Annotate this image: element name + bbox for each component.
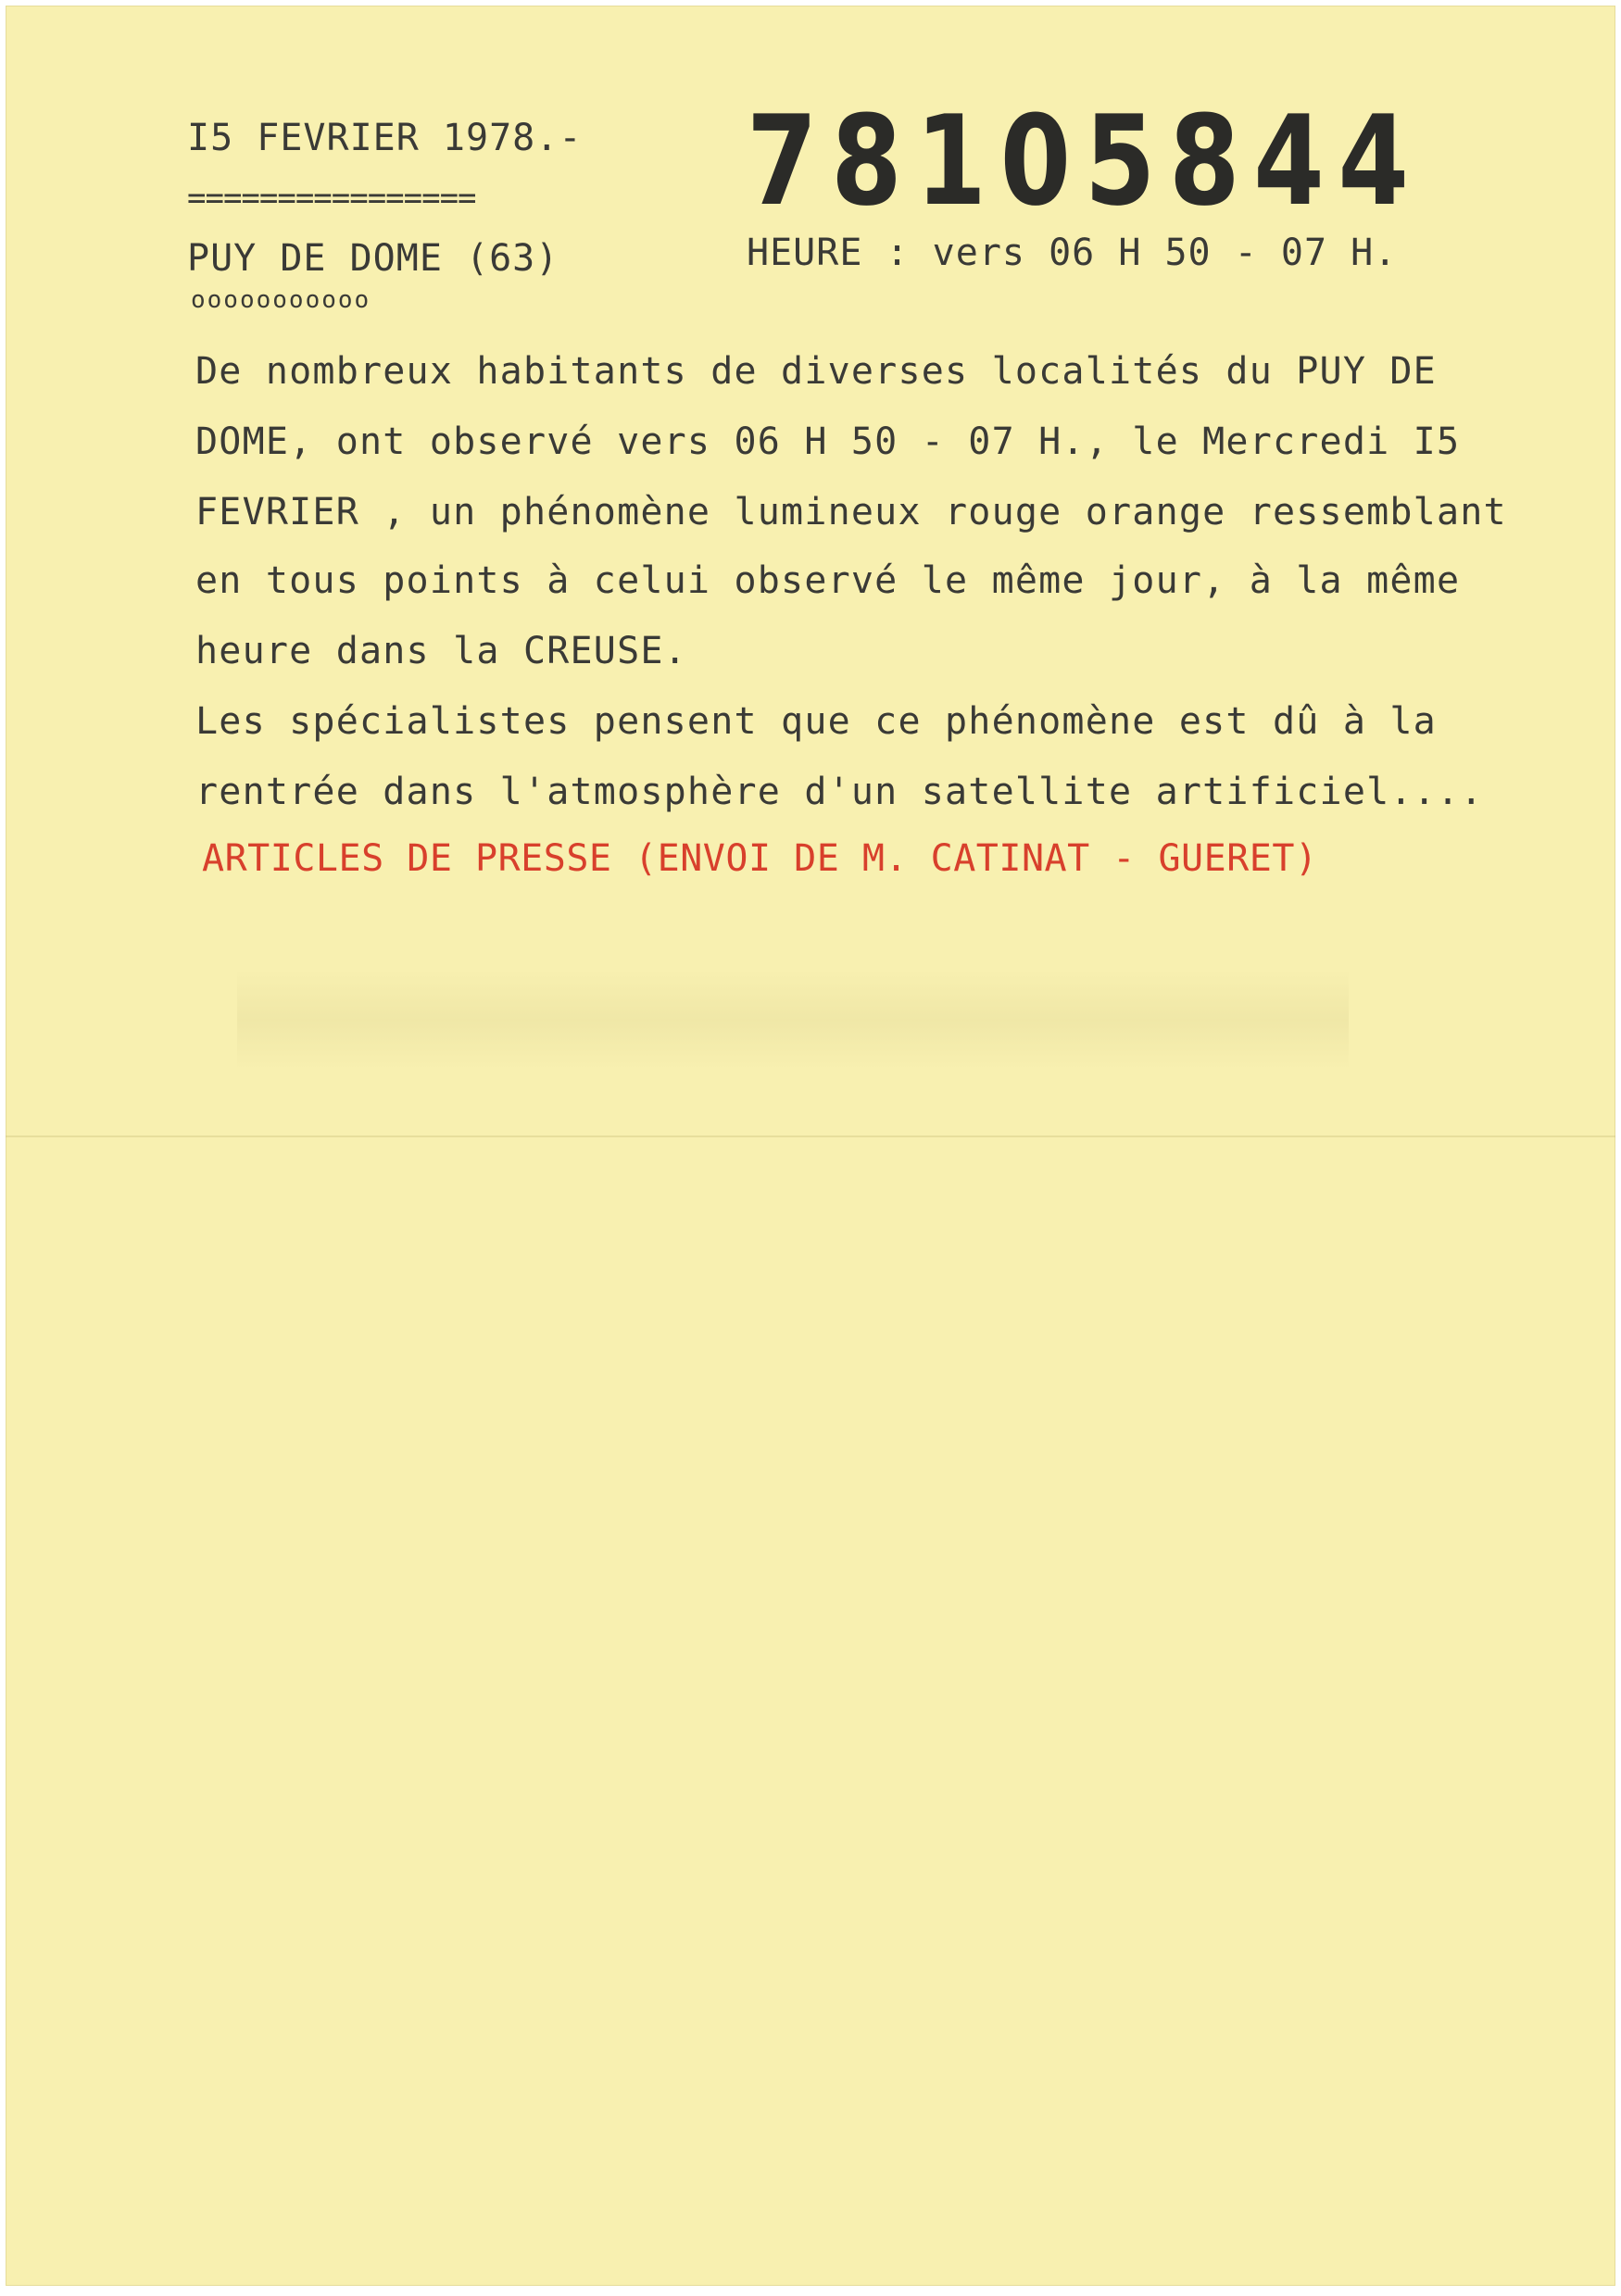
report-date: I5 FEVRIER 1978.- — [187, 117, 583, 159]
date-underline: ================ — [187, 180, 476, 217]
show-through-shadow — [237, 969, 1349, 1071]
body-line-5: heure dans la CREUSE. — [195, 630, 687, 672]
body-line-3: FEVRIER , un phénomène lumineux rouge orange ressemblant — [195, 491, 1507, 533]
body-line-1: De nombreux habitants de diverses localités du PUY DE — [195, 350, 1437, 393]
file-number-stamp: 78105844 — [747, 89, 1423, 233]
body-line-6: Les spécialistes pensent que ce phénomène est dû à la — [195, 700, 1437, 743]
report-location: PUY DE DOME (63) — [187, 237, 559, 280]
paper-fold-line — [6, 1135, 1615, 1137]
body-line-7: rentrée dans l'atmosphère d'un satellite artificiel.... — [195, 771, 1484, 813]
press-source-note: ARTICLES DE PRESSE (ENVOI DE M. CATINAT - GUERET) — [202, 837, 1318, 880]
body-line-4: en tous points à celui observé le même jour, à la même — [195, 559, 1461, 602]
location-underline: ooooooooooo — [191, 286, 371, 314]
report-time: HEURE : vers 06 H 50 - 07 H. — [747, 232, 1398, 274]
document-card — [6, 6, 1615, 2286]
body-line-2: DOME, ont observé vers 06 H 50 - 07 H., le Mercredi I5 — [195, 420, 1461, 463]
